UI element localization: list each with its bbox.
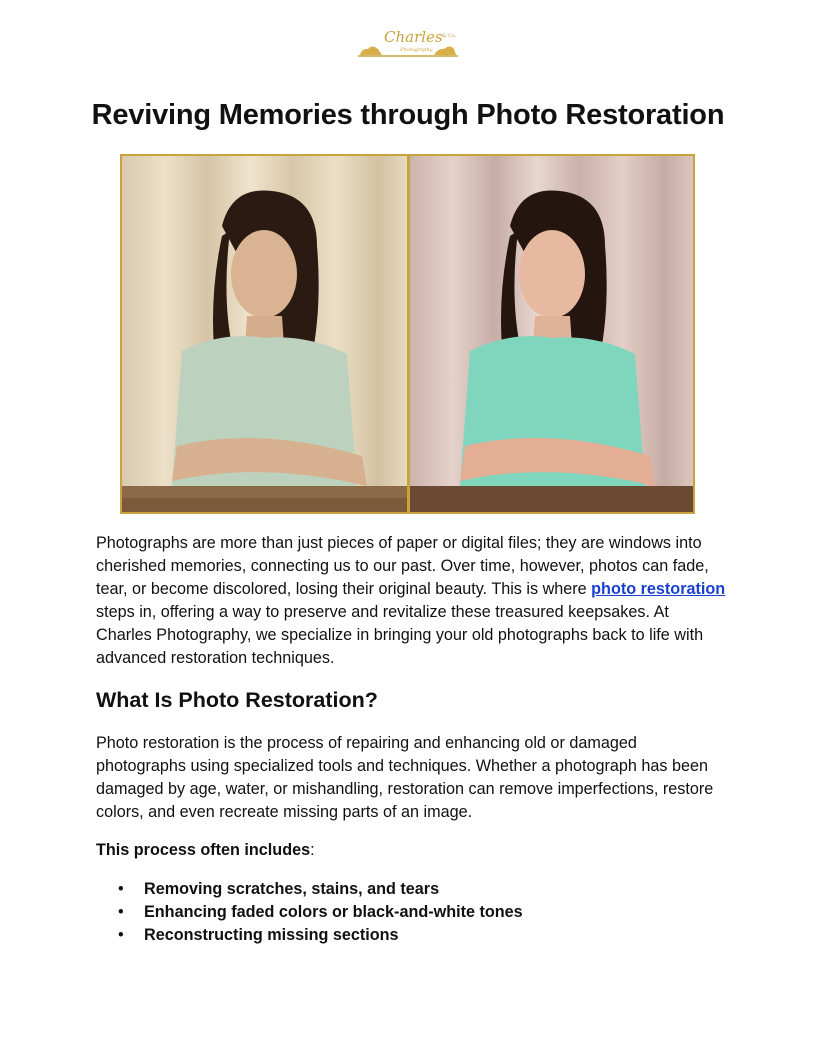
intro-text-before: Photographs are more than just pieces of paper or digital files; they are windows into cherished memories, connecting us to our past. Over time, however, photos can fade, tear, or become discolored, losing their original beauty. This is where (96, 534, 709, 598)
section-heading: What Is Photo Restoration? (96, 688, 378, 712)
intro-paragraph (96, 532, 726, 670)
section-paragraph: Photo restoration is the process of repairing and enhancing old or damaged photographs using specialized tools and techniques. Whether a photograph has been damaged by age, water, or mishandling, restoration can remove imperfections, restore colors, and even recreate missing parts of an image. (96, 734, 714, 821)
includes-label-colon: : (310, 841, 315, 859)
includes-label-text: This process often includes (96, 841, 311, 859)
logo-suffix: & Co. (442, 33, 457, 39)
company-logo[interactable] (356, 22, 460, 58)
process-list (96, 878, 696, 947)
before-after-photo (120, 154, 695, 514)
includes-label (96, 839, 726, 862)
logo-wordmark: Charles (384, 28, 443, 46)
list-item: • Reconstructing missing sections (96, 924, 696, 947)
after-photo (410, 156, 693, 512)
page-title: Reviving Memories through Photo Restoration (91, 99, 725, 131)
logo-subtext: Photography (400, 47, 433, 53)
before-photo (122, 156, 407, 512)
intro-text-after: steps in, offering a way to preserve and revitalize these treasured keepsakes. At Charles Photography, we specialize in bringing your old photographs back to life with advanced restoration techniques. (96, 603, 704, 667)
photo-restoration-link[interactable]: photo restoration (591, 580, 726, 598)
list-item: • Removing scratches, stains, and tears (96, 878, 696, 901)
list-item: • Enhancing faded colors or black-and-white tones (96, 901, 696, 924)
